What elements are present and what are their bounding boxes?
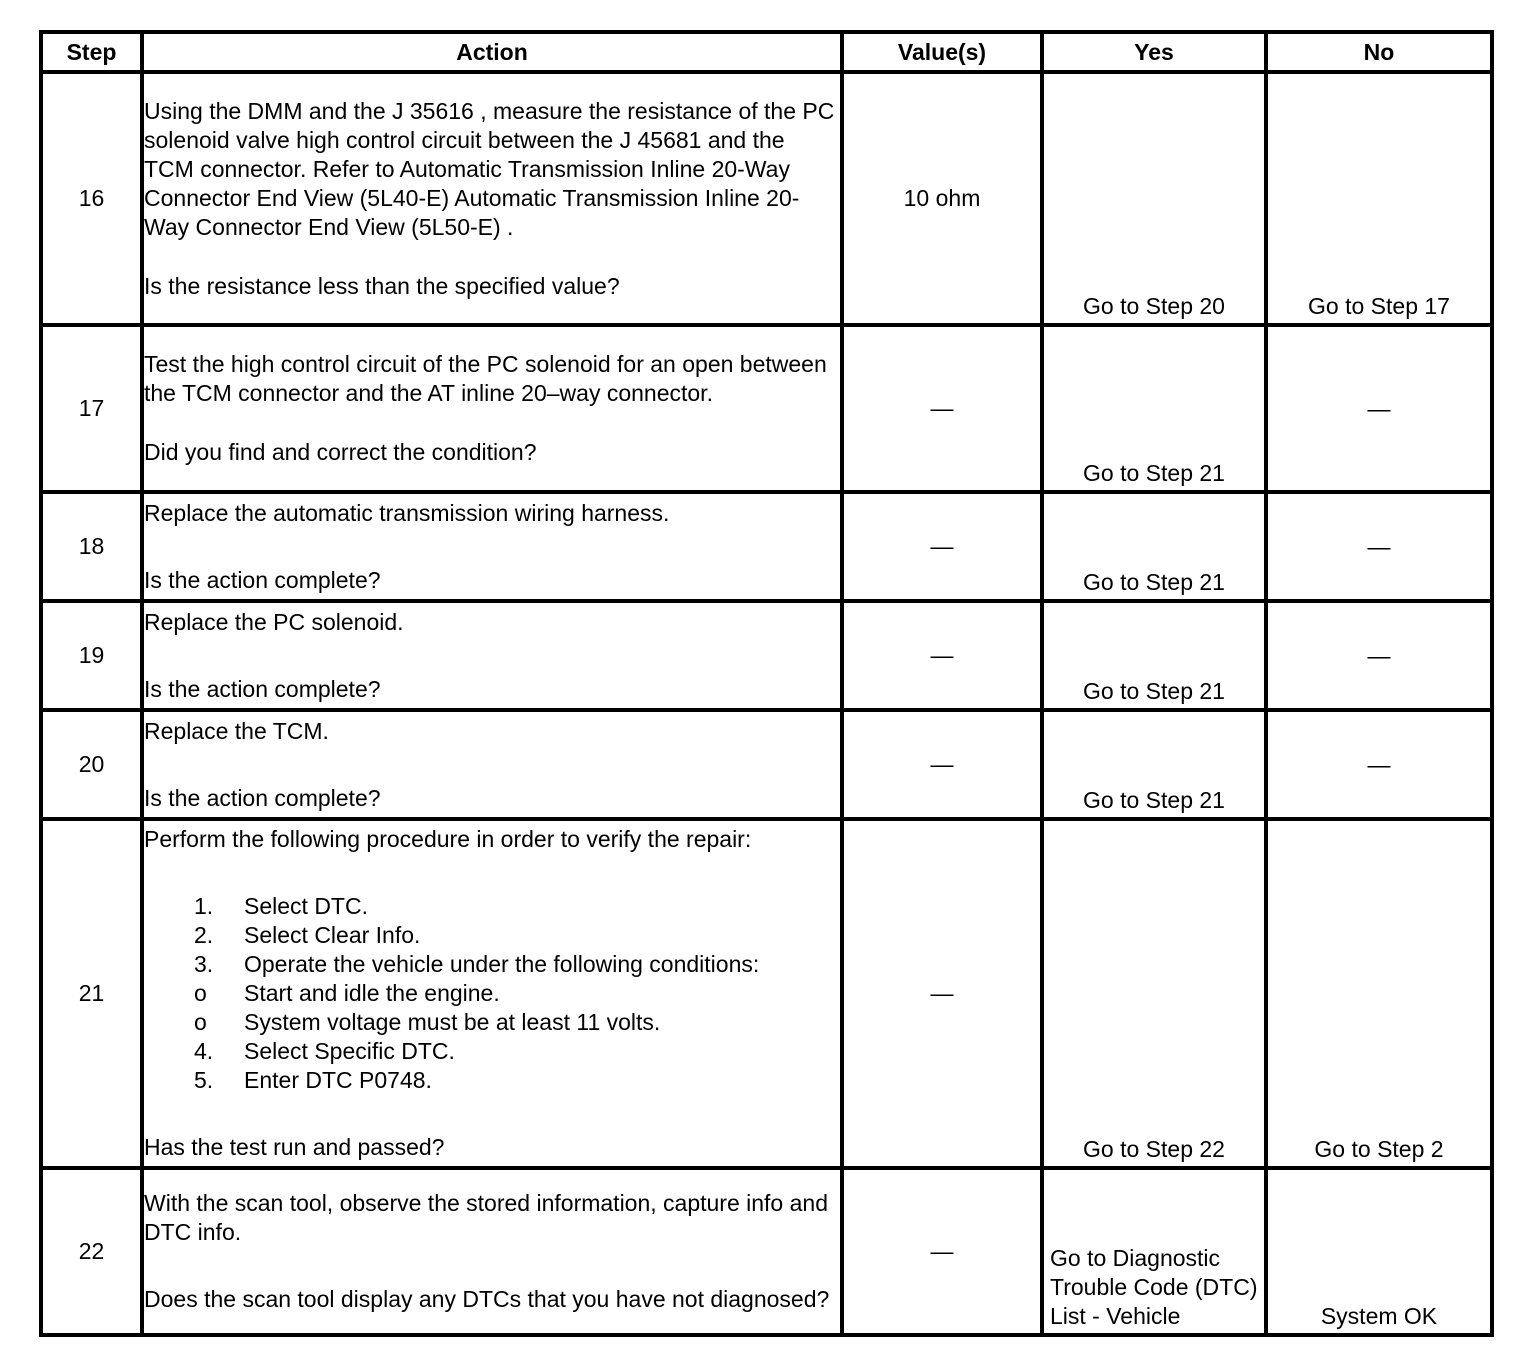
action-cell bbox=[142, 819, 842, 1168]
table-row bbox=[41, 1168, 1492, 1335]
sub-item-text: Start and idle the engine. bbox=[244, 980, 500, 1006]
procedure-item bbox=[144, 921, 840, 950]
value-cell: — bbox=[842, 1168, 1042, 1335]
action-question: Is the action complete? bbox=[144, 566, 381, 593]
action-question: Is the action complete? bbox=[144, 675, 381, 702]
header-action: Action bbox=[142, 32, 842, 72]
action-text: Perform the following procedure in order to verify the repair: bbox=[144, 826, 752, 852]
header-row bbox=[41, 32, 1492, 72]
value-cell: — bbox=[842, 325, 1042, 492]
procedure-item bbox=[144, 950, 840, 1037]
header-step: Step bbox=[41, 32, 142, 72]
procedure-item bbox=[144, 1037, 840, 1066]
bullet-marker: o bbox=[194, 1009, 207, 1035]
header-yes: Yes bbox=[1042, 32, 1266, 72]
step-number: 22 bbox=[41, 1168, 142, 1335]
action-question: Has the test run and passed? bbox=[144, 1134, 445, 1160]
header-values: Value(s) bbox=[842, 32, 1042, 72]
procedure-item bbox=[144, 1066, 840, 1095]
action-cell bbox=[142, 72, 842, 325]
action-text: With the scan tool, observe the stored information, capture info and DTC info. bbox=[144, 1190, 828, 1245]
sub-item bbox=[144, 1008, 840, 1037]
action-text: Replace the PC solenoid. bbox=[144, 608, 404, 635]
header-no: No bbox=[1266, 32, 1492, 72]
table-row bbox=[41, 819, 1492, 1168]
yes-link[interactable]: Go to Step 20 bbox=[1083, 293, 1225, 319]
value-cell: 10 ohm bbox=[842, 72, 1042, 325]
action-question: Is the action complete? bbox=[144, 784, 381, 811]
no-cell bbox=[1266, 72, 1492, 325]
value-cell: — bbox=[842, 492, 1042, 601]
no-cell bbox=[1266, 492, 1492, 601]
action-question: Did you find and correct the condition? bbox=[144, 439, 537, 465]
yes-link[interactable]: Go to Step 21 bbox=[1083, 678, 1225, 704]
yes-cell bbox=[1042, 819, 1266, 1168]
procedure-text: Select Specific DTC. bbox=[244, 1038, 455, 1064]
yes-link[interactable]: Go to Diagnostic Trouble Code (DTC) List - Vehicle bbox=[1050, 1245, 1258, 1329]
step-number: 16 bbox=[41, 72, 142, 325]
step-number: 18 bbox=[41, 492, 142, 601]
table-row bbox=[41, 325, 1492, 492]
no-value: — bbox=[1367, 533, 1391, 559]
table-row bbox=[41, 72, 1492, 325]
action-text: Replace the TCM. bbox=[144, 717, 329, 744]
no-link[interactable]: System OK bbox=[1320, 1303, 1438, 1329]
yes-cell bbox=[1042, 492, 1266, 601]
yes-cell bbox=[1042, 601, 1266, 710]
action-cell bbox=[142, 492, 842, 601]
procedure-number: 5. bbox=[194, 1067, 214, 1093]
yes-cell bbox=[1042, 710, 1266, 819]
procedure-number: 3. bbox=[194, 951, 214, 977]
procedure-text: Operate the vehicle under the following conditions: bbox=[244, 951, 760, 977]
step-number: 19 bbox=[41, 601, 142, 710]
sub-list bbox=[194, 979, 840, 1037]
step-number: 20 bbox=[41, 710, 142, 819]
yes-link[interactable]: Go to Step 21 bbox=[1083, 569, 1225, 595]
yes-link[interactable]: Go to Step 21 bbox=[1083, 787, 1225, 813]
value-cell: — bbox=[842, 601, 1042, 710]
procedure-number: 1. bbox=[194, 893, 214, 919]
action-question: Does the scan tool display any DTCs that you have not diagnosed? bbox=[144, 1286, 830, 1312]
no-cell bbox=[1266, 710, 1492, 819]
action-cell bbox=[142, 1168, 842, 1335]
action-text: Using the DMM and the J 35616 , measure the resistance of the PC solenoid valve high control circuit between the J 45681 and the TCM connector. Refer to Automatic Transmission Inline 20-Way Connector End View (5L40-E) Automatic Transmission Inline 20-Way Connector End View (5L50-E) . bbox=[144, 97, 835, 240]
sub-item bbox=[144, 979, 840, 1008]
no-cell bbox=[1266, 325, 1492, 492]
procedure-text: Select DTC. bbox=[244, 893, 368, 919]
step-number: 17 bbox=[41, 325, 142, 492]
action-text: Replace the automatic transmission wiring harness. bbox=[144, 499, 670, 526]
table-row bbox=[41, 492, 1492, 601]
no-cell bbox=[1266, 819, 1492, 1168]
no-link[interactable]: Go to Step 2 bbox=[1314, 1136, 1444, 1162]
procedure-text: Select Clear Info. bbox=[244, 922, 421, 948]
no-value: — bbox=[1367, 751, 1391, 777]
no-link[interactable]: Go to Step 17 bbox=[1308, 293, 1450, 319]
yes-cell bbox=[1042, 325, 1266, 492]
bullet-marker: o bbox=[194, 980, 207, 1006]
yes-cell bbox=[1042, 72, 1266, 325]
step-number: 21 bbox=[41, 819, 142, 1168]
action-text: Test the high control circuit of the PC solenoid for an open between the TCM connector and the AT inline 20–way connector. bbox=[144, 351, 827, 406]
table-row bbox=[41, 601, 1492, 710]
yes-cell bbox=[1042, 1168, 1266, 1335]
procedure-list bbox=[144, 892, 840, 1095]
action-question: Is the resistance less than the specified value? bbox=[144, 272, 620, 299]
diagnostic-table bbox=[39, 30, 1494, 1337]
action-cell bbox=[142, 710, 842, 819]
no-value: — bbox=[1367, 642, 1391, 668]
no-value: — bbox=[1367, 395, 1391, 421]
procedure-number: 4. bbox=[194, 1038, 214, 1064]
sub-item-text: System voltage must be at least 11 volts. bbox=[244, 1009, 661, 1035]
action-cell bbox=[142, 325, 842, 492]
action-cell bbox=[142, 601, 842, 710]
procedure-item bbox=[144, 892, 840, 921]
yes-link[interactable]: Go to Step 22 bbox=[1083, 1136, 1225, 1162]
table-row bbox=[41, 710, 1492, 819]
no-cell bbox=[1266, 601, 1492, 710]
yes-link[interactable]: Go to Step 21 bbox=[1083, 460, 1225, 486]
procedure-text: Enter DTC P0748. bbox=[244, 1067, 432, 1093]
no-cell bbox=[1266, 1168, 1492, 1335]
value-cell: — bbox=[842, 819, 1042, 1168]
value-cell: — bbox=[842, 710, 1042, 819]
procedure-number: 2. bbox=[194, 922, 214, 948]
